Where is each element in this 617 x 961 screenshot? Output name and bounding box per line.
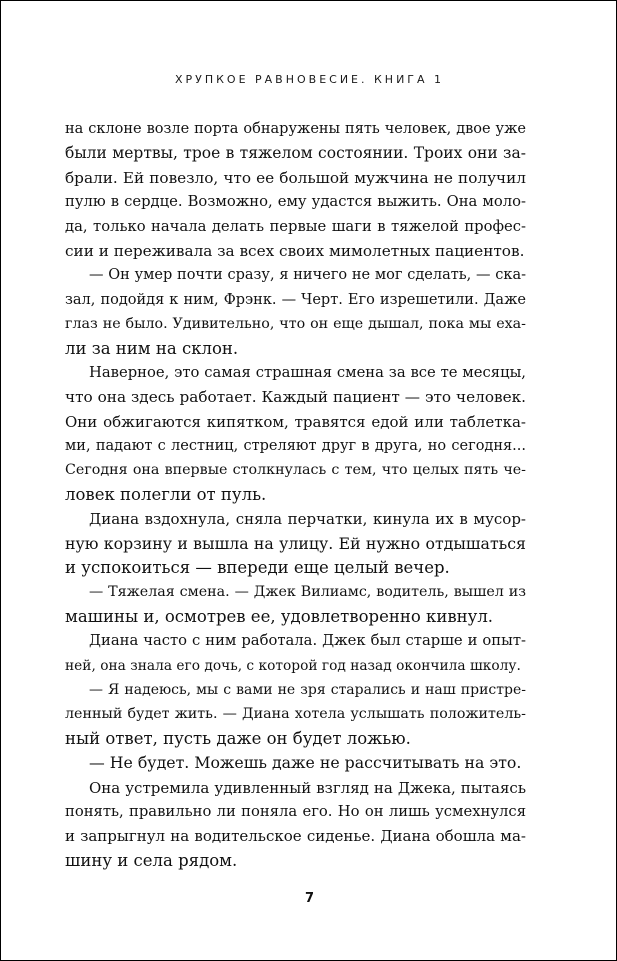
text-line: Диана вздохнула, сняла перчатки, кинула их в мусор- [89, 510, 526, 529]
text-line: да, только начала делать первые шаги в тяжелой профес- [65, 217, 526, 235]
text-line: ней, она знала его дочь, с которой год назад окончила школу. [65, 657, 521, 674]
text-line: ми, падают с лестниц, стреляют друг в друга, но сегодня... [65, 438, 526, 455]
text-line: — Не будет. Можешь даже не рассчитывать на это. [89, 753, 522, 773]
text-line: что она здесь работает. Каждый пациент — это человек. [65, 388, 526, 407]
text-line: ный ответ, пусть даже он будет ложью. [65, 728, 411, 748]
text-line: ленный будет жить. — Диана хотела услышать положитель- [65, 706, 526, 723]
text-line: были мертвы, трое в тяжелом состоянии. Троих они за- [65, 144, 526, 163]
text-line: пулю в сердце. Возможно, ему удастся выжить. Она моло- [65, 193, 526, 211]
text-line: и запрыгнул на водительское сиденье. Диана обошла ма- [65, 827, 526, 846]
text-line: Она устремила удивленный взгляд на Джека, пытаясь [89, 778, 526, 797]
text-line: — Тяжелая смена. — Джек Вилиамс, водитель, вышел из [89, 584, 526, 601]
text-line: — Я надеюсь, мы с вами не зря старались и наш пристре- [89, 681, 526, 698]
text-line: Они обжигаются кипятком, травятся едой или таблетка- [65, 412, 526, 431]
text-line: Диана часто с ним работала. Джек был старше и опыт- [89, 632, 526, 650]
page-number: 7 [304, 891, 315, 906]
text-line: брали. Ей повезло, что ее большой мужчина не получил [65, 168, 526, 187]
text-line: сии и переживала за всех своих мимолетных пациентов. [65, 241, 525, 260]
body-text [65, 117, 526, 873]
text-line: зал, подойдя к ним, Фрэнк. — Черт. Его изрешетили. Даже [65, 291, 526, 308]
text-line: ловек полегли от пуль. [65, 484, 267, 504]
text-line: глаз не было. Удивительно, что он еще дышал, пока мы еха- [65, 316, 526, 333]
text-line: Сегодня она впервые столкнулась с тем, что целых пять че- [65, 462, 526, 479]
text-line: шину и села рядом. [65, 850, 238, 870]
text-line: — Он умер почти сразу, я ничего не мог сделать, — ска- [89, 267, 526, 284]
text-line: и успокоиться — впереди еще целый вечер. [65, 558, 450, 578]
text-line: на склоне возле порта обнаружены пять человек, двое уже [65, 121, 526, 137]
text-line: Наверное, это самая страшная смена за все те месяцы, [89, 363, 526, 381]
text-line: понять, правильно ли поняла его. Но он лишь усмехнулся [65, 802, 526, 820]
running-title: ХРУПКОЕ РАВНОВЕСИЕ. КНИГА 1 [174, 73, 445, 86]
text-line: машины и, осмотрев ее, удовлетворенно кивнул. [65, 606, 494, 626]
text-line: ную корзину и вышла на улицу. Ей нужно отдышаться [65, 533, 526, 553]
text-line: ли за ним на склон. [65, 338, 239, 358]
